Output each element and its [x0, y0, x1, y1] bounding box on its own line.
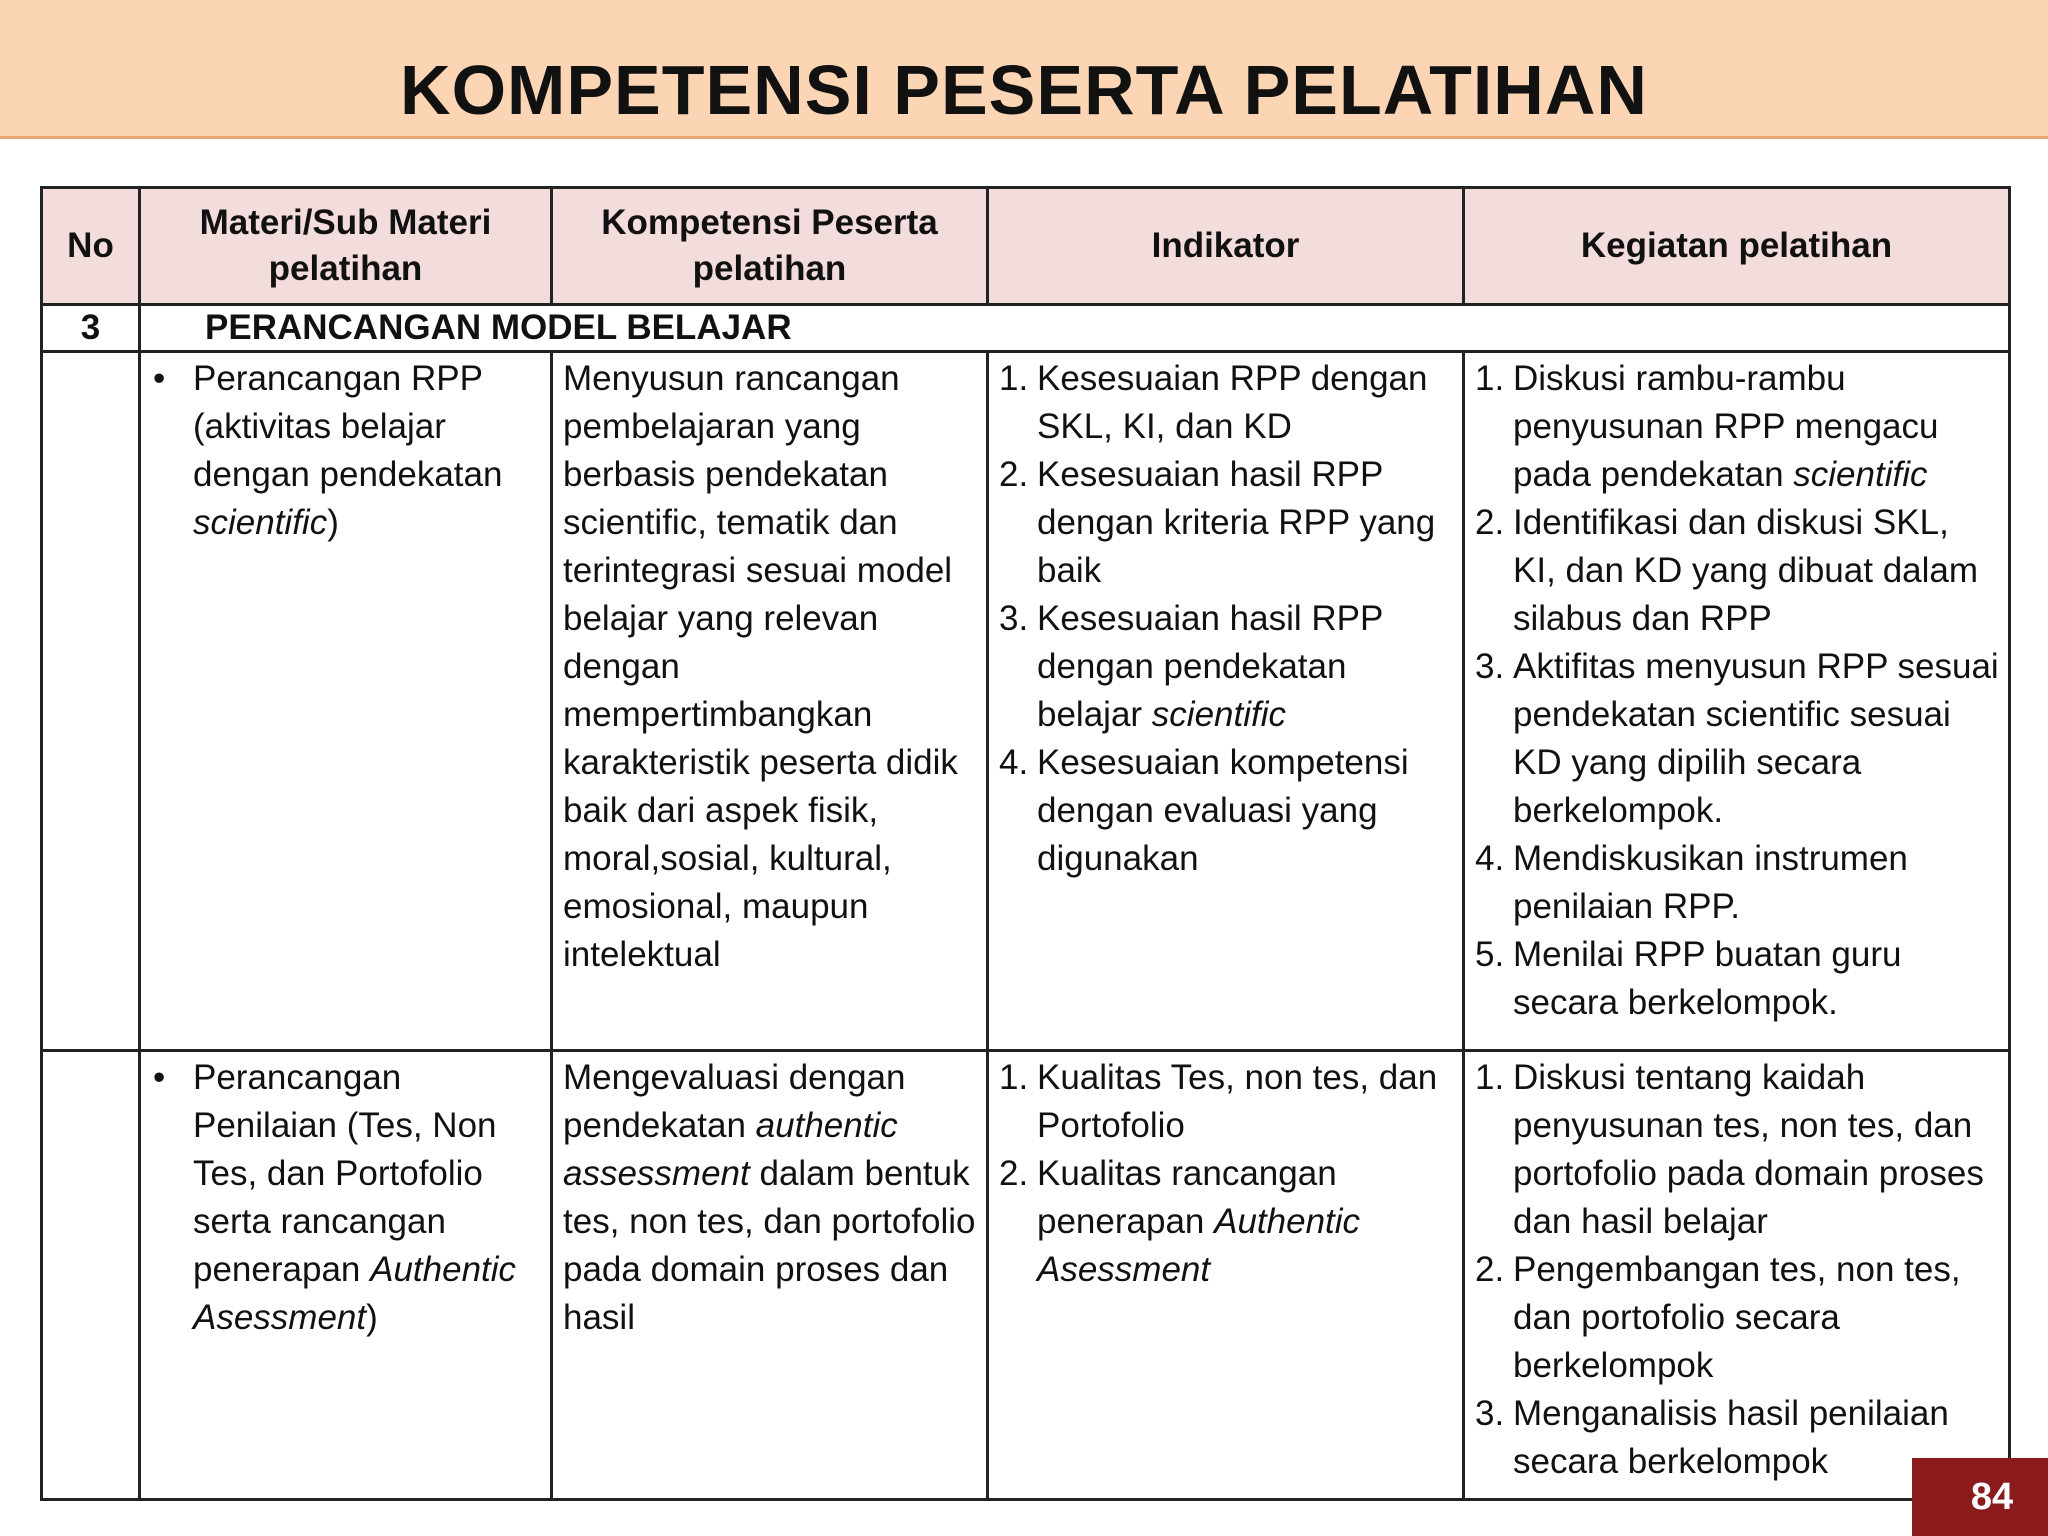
- list-item: 1. Diskusi rambu-rambu penyusunan RPP mengacu pada pendekatan scientific: [1475, 359, 1939, 494]
- list-item: 2. Kesesuaian hasil RPP dengan kriteria RPP yang baik: [999, 455, 1436, 590]
- bullet-icon: •: [153, 359, 166, 398]
- row-no-cell: [42, 352, 140, 1051]
- section-title: PERANCANGAN MODEL BELAJAR: [140, 305, 2010, 352]
- page-number: 84: [1970, 1475, 2014, 1518]
- page-title: KOMPETENSI PESERTA PELATIHAN: [400, 51, 1648, 129]
- kegiatan-list: [1475, 355, 2000, 1027]
- section-row: [42, 305, 2010, 352]
- kegiatan-cell: [1464, 352, 2010, 1051]
- list-item: 5. Menilai RPP buatan guru secara berkelompok.: [1475, 935, 1902, 1022]
- row-no-cell: [42, 1051, 140, 1500]
- kegiatan-list: [1475, 1054, 2000, 1486]
- table-header-row: [42, 188, 2010, 305]
- list-item: 3. Menganalisis hasil penilaian secara berkelompok: [1475, 1394, 1949, 1481]
- table-row: [42, 352, 2010, 1051]
- list-item: 1. Kesesuaian RPP dengan SKL, KI, dan KD: [999, 359, 1428, 446]
- materi-text: Perancangan RPP (aktivitas belajar dengan pendekatan scientific): [193, 359, 503, 542]
- indikator-cell: [988, 352, 1464, 1051]
- indikator-cell: [988, 1051, 1464, 1500]
- header-kompetensi: Kompetensi Peserta pelatihan: [552, 188, 988, 305]
- section-number: 3: [42, 305, 140, 352]
- kompetensi-cell: Menyusun rancangan pembelajaran yang berbasis pendekatan scientific, tematik dan terintegrasi sesuai model belajar yang relevan dengan mempertimbangkan karakteristik peserta didik baik dari aspek fisik, moral,sosial, kultural, emosional, maupun intelektual: [552, 352, 988, 1051]
- list-item: 4. Mendiskusikan instrumen penilaian RPP.: [1475, 839, 1908, 926]
- header-materi: Materi/Sub Materi pelatihan: [140, 188, 552, 305]
- header-indikator: Indikator: [988, 188, 1464, 305]
- competency-table: [40, 186, 2011, 1501]
- title-band: [0, 0, 2048, 139]
- list-item: 4. Kesesuaian kompetensi dengan evaluasi yang digunakan: [999, 743, 1409, 878]
- indikator-list: [999, 355, 1454, 883]
- materi-cell: [140, 1051, 552, 1500]
- header-no: No: [42, 188, 140, 305]
- list-item: 1. Kualitas Tes, non tes, dan Portofolio: [999, 1058, 1438, 1145]
- list-item: 2. Kualitas rancangan penerapan Authentic Asessment: [999, 1154, 1361, 1289]
- materi-text: Perancangan Penilaian (Tes, Non Tes, dan Portofolio serta rancangan penerapan Authentic Asessment): [193, 1058, 517, 1337]
- list-item: 2. Identifikasi dan diskusi SKL, KI, dan KD yang dibuat dalam silabus dan RPP: [1475, 503, 1979, 638]
- page-number-badge: [1912, 1458, 2048, 1536]
- list-item: 2. Pengembangan tes, non tes, dan portofolio secara berkelompok: [1475, 1250, 1961, 1385]
- list-item: 3. Aktifitas menyusun RPP sesuai pendekatan scientific sesuai KD yang dipilih secara berkelompok.: [1475, 647, 1999, 830]
- kegiatan-cell: [1464, 1051, 2010, 1500]
- table-row: [42, 1051, 2010, 1500]
- list-item: 1. Diskusi tentang kaidah penyusunan tes, non tes, dan portofolio pada domain proses dan hasil belajar: [1475, 1058, 1984, 1241]
- kompetensi-cell: Mengevaluasi dengan pendekatan authentic assessment dalam bentuk tes, non tes, dan portofolio pada domain proses dan hasil: [552, 1051, 988, 1500]
- indikator-list: [999, 1054, 1454, 1294]
- materi-cell: [140, 352, 552, 1051]
- header-kegiatan: Kegiatan pelatihan: [1464, 188, 2010, 305]
- list-item: 3. Kesesuaian hasil RPP dengan pendekatan belajar scientific: [999, 599, 1383, 734]
- bullet-icon: •: [153, 1058, 166, 1097]
